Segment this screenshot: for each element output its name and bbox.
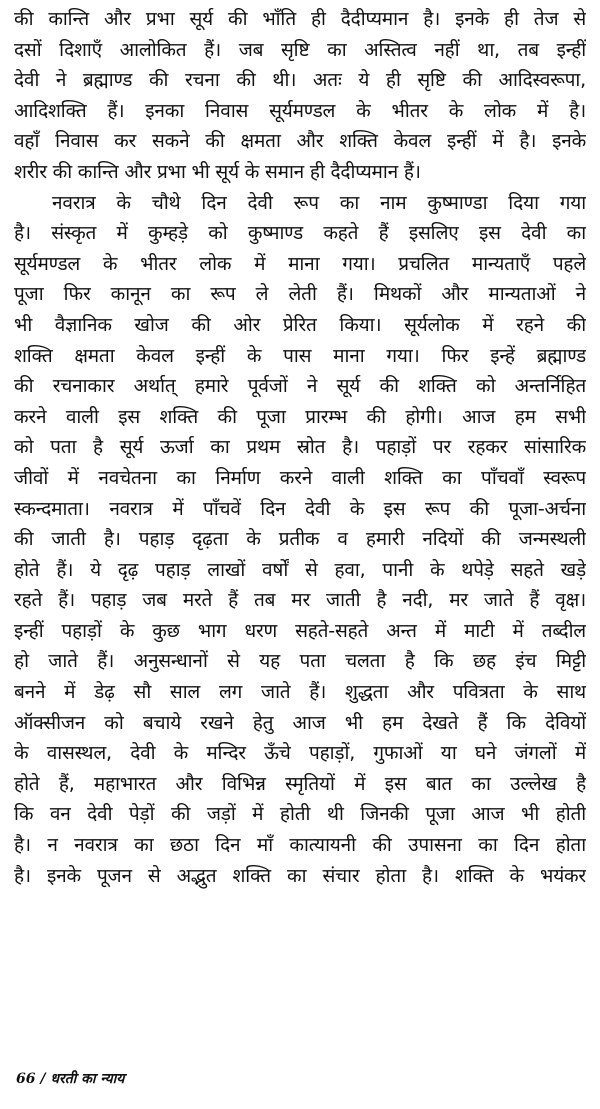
text-line: स्कन्दमाता। नवरात्र में पाँचवें दिन देवी के इस रूप की पूजा-अर्चना xyxy=(14,497,586,520)
text-line: हो जाते हैं। अनुसन्धानों से यह पता चलता है कि छह इंच मिट्टी xyxy=(14,650,586,673)
text-line: करने वाली इस शक्ति की पूजा प्रारम्भ की होगी। आज हम सभी xyxy=(14,405,586,428)
body-text xyxy=(14,4,586,891)
book-title: धरती का न्याय xyxy=(50,1071,125,1087)
text-line: की जाती है। पहाड़ दृढ़ता के प्रतीक व हमारी नदियों की जन्मस्थली xyxy=(14,528,586,551)
text-line: को पता है सूर्य ऊर्जा का प्रथम स्रोत है। पहाड़ों पर रहकर सांसारिक xyxy=(14,436,586,459)
text-line: होते हैं, महाभारत और विभिन्न स्मृतियों में इस बात का उल्लेख है xyxy=(14,772,586,795)
text-line: ऑक्सीजन को बचाये रखने हेतु आज भी हम देखते हैं कि देवियों xyxy=(14,711,586,734)
text-line: आदिशक्ति हैं। इनका निवास सूर्यमण्डल के भीतर के लोक में है। xyxy=(14,99,586,122)
text-line: की कान्ति और प्रभा सूर्य की भाँति ही दैदीप्यमान है। इनके ही तेज से xyxy=(14,8,586,30)
text-line: पूजा फिर कानून का रूप ले लेती हैं। मिथकों और मान्यताओं ने xyxy=(14,283,586,306)
text-line: होते हैं। ये दृढ़ पहाड़ लाखों वर्षों से हवा, पानी के थपेड़े सहते खड़े xyxy=(14,558,586,581)
text-line: जीवों में नवचेतना का निर्माण करने वाली शक्ति का पाँचवाँ स्वरूप xyxy=(14,466,586,489)
text-line: बनने में डेढ़ सौ साल लग जाते हैं। शुद्धता और पवित्रता के साथ xyxy=(14,681,586,704)
text-line: रहते हैं। पहाड़ जब मरते हैं तब मर जाती है नदी, मर जाते हैं वृक्ष। xyxy=(14,589,586,612)
text-line: कि वन देवी पेड़ों की जड़ों में होती थी जिनकी पूजा आज भी होती xyxy=(14,803,586,826)
text-line: नवरात्र के चौथे दिन देवी रूप का नाम कुष्माण्डा दिया गया xyxy=(52,191,586,214)
text-line: भी वैज्ञानिक खोज की ओर प्रेरित किया। सूर्यलोक में रहने की xyxy=(14,313,586,336)
page-footer xyxy=(16,1069,124,1088)
text-line: की रचनाकार अर्थात् हमारे पूर्वजों ने सूर्य की शक्ति को अन्तर्निहित xyxy=(14,375,586,398)
text-line: के वासस्थल, देवी के मन्दिर ऊँचे पहाड़ों, गुफाओं या घने जंगलों में xyxy=(14,742,586,765)
text-line: है। न नवरात्र का छठा दिन माँ कात्यायनी की उपासना का दिन होता xyxy=(14,834,586,857)
text-line: इन्हीं पहाड़ों के कुछ भाग धरण सहते-सहते अन्त में माटी में तब्दील xyxy=(14,619,586,642)
footer-separator: / xyxy=(35,1071,51,1087)
text-line: है। संस्कृत में कुम्हड़े को कुष्माण्ड कहते हैं इसलिए इस देवी का xyxy=(14,222,586,245)
page-number: 66 xyxy=(16,1071,36,1087)
text-line: दसों दिशाएँ आलोकित हैं। जब सृष्टि का अस्तित्व नहीं था, तब इन्हीं xyxy=(14,38,586,61)
text-line: सूर्यमण्डल के भीतर लोक में माना गया। प्रचलित मान्यताएँ पहले xyxy=(14,252,586,275)
text-line: देवी ने ब्रह्माण्ड की रचना की थी। अतः ये ही सृष्टि की आदिस्वरूपा, xyxy=(14,69,586,92)
text-line: शरीर की कान्ति और प्रभा भी सूर्य के समान ही दैदीप्यमान हैं। xyxy=(14,160,421,183)
text-line: वहाँ निवास कर सकने की क्षमता और शक्ति केवल इन्हीं में है। इनके xyxy=(14,130,586,153)
text-line: शक्ति क्षमता केवल इन्हीं के पास माना गया। फिर इन्हें ब्रह्माण्ड xyxy=(14,344,586,367)
text-line: है। इनके पूजन से अद्भुत शक्ति का संचार होता है। शक्ति के भयंकर xyxy=(14,864,586,887)
